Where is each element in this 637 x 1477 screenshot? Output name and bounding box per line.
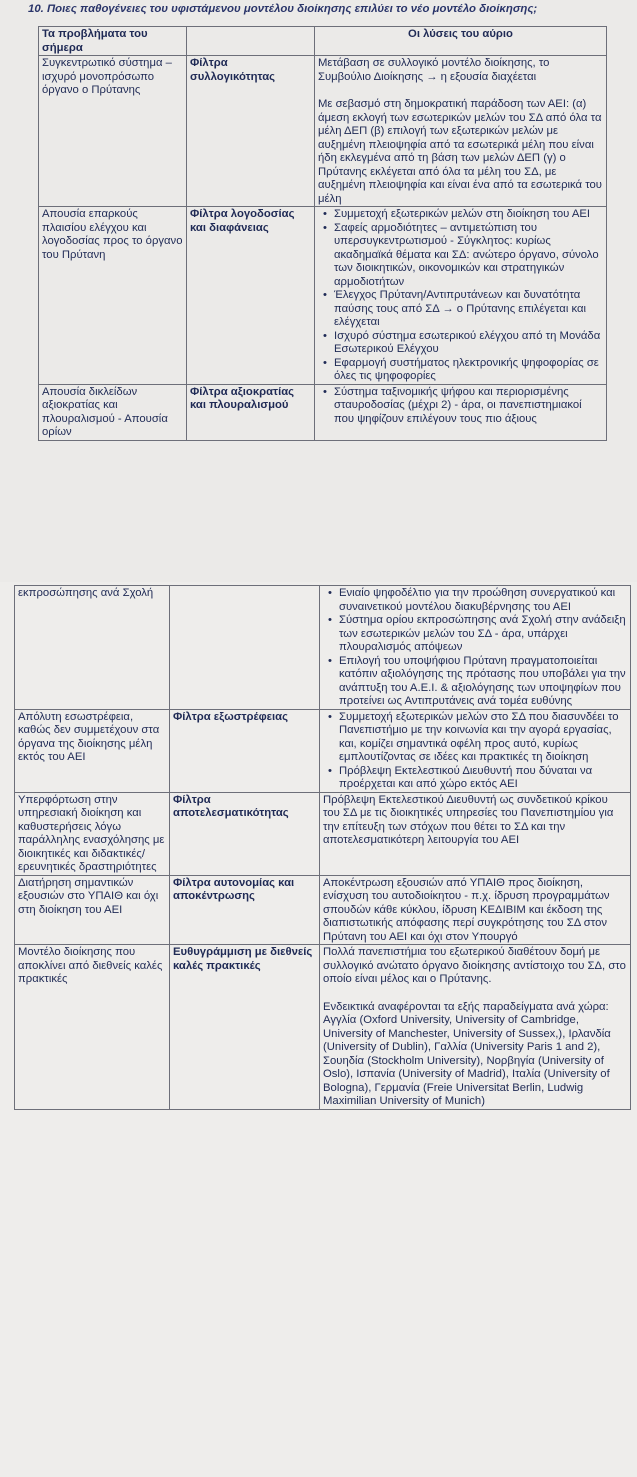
filter-cell: Φίλτρα αποτελεσματικότητας (170, 792, 320, 875)
table-row (15, 945, 631, 1110)
solution-cell (315, 207, 607, 385)
solution-bullet: • Σαφείς αρμοδιότητες – αντιμετώπιση του υπερσυγκεντρωτισμού - Σύγκλητος: κυρίως ακαδημαϊκά θέματα και ΣΔ: ανώτερο όργανο, σύνολο των διοικητικών, οικονομικών και στρατηγικών αρμοδιοτήτων (334, 222, 603, 290)
solution-bullet: • Ισχυρό σύστημα εσωτερικού ελέγχου από τη Μονάδα Εσωτερικού Ελέγχου (334, 330, 603, 357)
table-row (39, 207, 607, 385)
governance-table-bottom (14, 585, 631, 1110)
solution-paragraph: Αποκέντρωση εξουσιών από ΥΠΑΙΘ προς διοίκηση, ενίσχυση του αυτοδιοίκητου - π.χ. ίδρυση προγραμμάτων σπουδών κάθε κύκλου, ίδρυση ΚΕΔΙΒΙΜ και έκδοση της διαπιστωτικής απόφασης περί συγκρότησης του ΣΔ στον Πρύτανη του ΑΕΙ και όχι στον Υπουργό (323, 876, 610, 943)
solution-bullet-list (323, 587, 627, 709)
solution-cell (315, 384, 607, 440)
solution-bullet: • Σύστημα ορίου εκπροσώπησης ανά Σχολή στην ανάδειξη των εσωτερικών μελών του ΣΔ - άρα, υπάρχει πλουραλισμός απόψεων (339, 614, 627, 655)
header-filters (187, 27, 315, 56)
solution-cell (320, 875, 631, 945)
filter-cell: Φίλτρα συλλογικότητας (187, 56, 315, 207)
table-row (15, 875, 631, 945)
problem-cell: Μοντέλο διοίκησης που αποκλίνει από διεθνείς καλές πρακτικές (15, 945, 170, 1110)
solution-cell (320, 586, 631, 710)
solution-paragraph: Ενδεικτικά αναφέρονται τα εξής παραδείγματα ανά χώρα: Αγγλία (Oxford University, University of Cambridge, University of Manchester, University of Sussex,), Ιρλανδία (University of Dublin), Γαλλία (University Paris 1 and 2), Σουηδία (Stockholm University), Νορβηγία (University of Oslo), Ισπανία (University of Madrid), Ιταλία (University of Bologna), Γερμανία (Freie Universitat Berlin, Ludwig Maximilian University of Munich) (323, 1000, 611, 1107)
solution-cell (315, 56, 607, 207)
filter-cell: Φίλτρα αξιοκρατίας και πλουραλισμού (187, 384, 315, 440)
problem-cell: Απουσία επαρκούς πλαισίου ελέγχου και λογοδοσίας προς το όργανο του Πρύτανη (39, 207, 187, 385)
solution-bullet-list (318, 208, 603, 384)
solution-bullet-list (323, 711, 627, 792)
filter-cell: Φίλτρα εξωστρέφειας (170, 709, 320, 792)
filter-cell (170, 586, 320, 710)
table-header-row (39, 27, 607, 56)
problem-cell: Απόλυτη εσωστρέφεια, καθώς δεν συμμετέχουν στα όργανα της διοίκησης μέλη εκτός του ΑΕΙ (15, 709, 170, 792)
table-row (15, 709, 631, 792)
solution-paragraph: Μετάβαση σε συλλογικό μοντέλο διοίκησης, το Συμβούλιο Διοίκησης → η εξουσία διαχέεται (318, 57, 550, 83)
problem-cell: Συγκεντρωτικό σύστημα – ισχυρό μονοπρόσωπο όργανο ο Πρύτανης (39, 56, 187, 207)
solution-bullet: • Επιλογή του υποψήφιου Πρύτανη πραγματοποιείται κατόπιν αξιολόγησης της πρότασης που υποβάλει για την ανάπτυξη του Α.Ε.Ι. & αξιολόγησης των υποψηφίων που προτείνει ως Αντιπρυτάνεις ανά τομέα ευθύνης (339, 655, 627, 709)
solution-bullet: • Ενιαίο ψηφοδέλτιο για την προώθηση συνεργατικού και συναινετικού μοντέλου διακυβέρνησης του ΑΕΙ (339, 587, 627, 614)
question-heading: 10. Ποιες παθογένειες του υφιστάμενου μοντέλου διοίκησης επιλύει το νέο μοντέλο διοίκησης; (28, 3, 538, 15)
solution-bullet-list (318, 386, 603, 427)
solution-bullet: • Εφαρμογή συστήματος ηλεκτρονικής ψηφοφορίας σε όλες τις ψηφοφορίες (334, 357, 603, 384)
table-row (15, 586, 631, 710)
solution-bullet: • Συμμετοχή εξωτερικών μελών στη διοίκηση του ΑΕΙ (334, 208, 603, 222)
filter-cell: Φίλτρα αυτονομίας και αποκέντρωσης (170, 875, 320, 945)
solution-paragraph: Πολλά πανεπιστήμια του εξωτερικού διαθέτουν δομή με συλλογικό ανώτατο όργανο διοίκησης αντίστοιχο του ΣΔ, στο οποίο είναι μέλος και ο Πρύτανης. (323, 946, 626, 985)
governance-table-top (38, 26, 607, 441)
solution-bullet: • Πρόβλεψη Εκτελεστικού Διευθυντή που δύναται να προέρχεται και από χώρο εκτός ΑΕΙ (339, 765, 627, 792)
solution-bullet: • Σύστημα ταξινομικής ψήφου και περιορισμένης σταυροδοσίας (μέχρι 2) - άρα, οι πανεπιστημιακοί που ψηφίζουν επιλέγουν τους πιο άξιους (334, 386, 603, 427)
filter-cell: Ευθυγράμμιση με διεθνείς καλές πρακτικές (170, 945, 320, 1110)
problem-cell: Υπερφόρτωση στην υπηρεσιακή διοίκηση και καθυστερήσεις λόγω παράλληλης ενασχόλησης με διοικητικές και διδακτικές/ερευνητικές δραστηριότητες (15, 792, 170, 875)
header-problems: Τα προβλήματα του σήμερα (39, 27, 187, 56)
solution-paragraph: Με σεβασμό στη δημοκρατική παράδοση των ΑΕΙ: (α) άμεση εκλογή των εσωτερικών μελών του ΣΔ από όλα τα μέλη ΔΕΠ (β) επιλογή των εξωτερικών μελών με αυξημένη πλειοψηφία από τα εσωτερικά μέλη που είναι ήδη εκλεγμένα από τη βάση των μελών ΔΕΠ (γ) ο Πρύτανης εκλέγεται από όλα τα μέλη του ΣΔ, με αυξημένη πλειοψηφία και είναι ένα από τα εσωτερικά του μέλη (318, 98, 602, 205)
table-row (39, 56, 607, 207)
solution-cell (320, 945, 631, 1110)
table-row (39, 384, 607, 440)
solution-bullet: • Έλεγχος Πρύτανη/Αντιπρυτάνεων και δυνατότητα παύσης τους από ΣΔ → ο Πρύτανης επιλέγεται και ελέγχεται (334, 289, 603, 330)
table-row (15, 792, 631, 875)
header-solutions: Οι λύσεις του αύριο (315, 27, 607, 56)
solution-cell (320, 792, 631, 875)
filter-cell: Φίλτρα λογοδοσίας και διαφάνειας (187, 207, 315, 385)
solution-bullet: • Συμμετοχή εξωτερικών μελών στο ΣΔ που διασυνδέει το Πανεπιστήμιο με την κοινωνία και την αγορά εργασίας, και, κομίζει σημαντικά οφέλη προς αυτό, κυρίως εμπλουτίζοντας σε ιδέες και πρακτικές τη διοίκηση (339, 711, 627, 765)
problem-cell: Απουσία δικλείδων αξιοκρατίας και πλουραλισμού - Απουσία ορίων (39, 384, 187, 440)
solution-paragraph: Πρόβλεψη Εκτελεστικού Διευθυντή ως συνδετικού κρίκου του ΣΔ με τις διοικητικές υπηρεσίες του Πανεπιστημίου για την επίτευξη των στόχων που θέτει το ΣΔ και την αποτελεσματικότερη λειτουργία του ΑΕΙ (323, 793, 614, 846)
solution-cell (320, 709, 631, 792)
problem-cell: εκπροσώπησης ανά Σχολή (15, 586, 170, 710)
problem-cell: Διατήρηση σημαντικών εξουσιών στο ΥΠΑΙΘ και όχι στη διοίκηση του ΑΕΙ (15, 875, 170, 945)
